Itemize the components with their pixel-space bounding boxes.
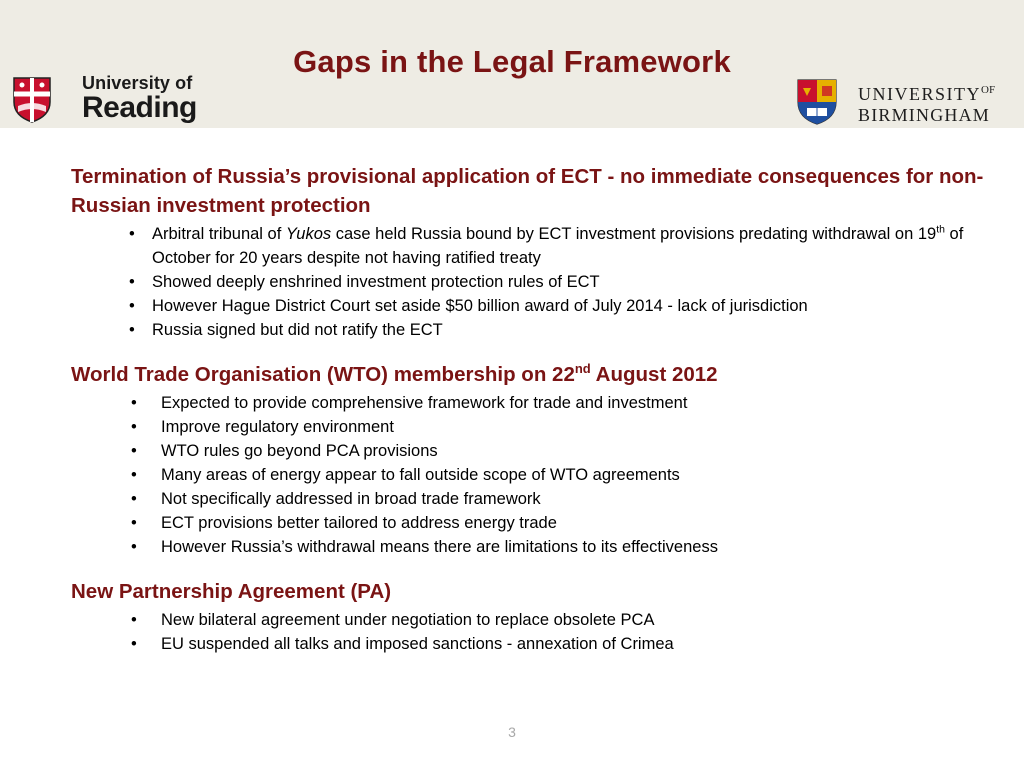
list-item: • Many areas of energy appear to fall outside scope of WTO agreements xyxy=(71,463,1011,487)
bullet-glyph: • xyxy=(129,225,135,243)
university-of-reading-logo xyxy=(12,74,202,126)
birmingham-logo-of: OF xyxy=(981,84,996,96)
list-item: • Showed deeply enshrined investment protection rules of ECT xyxy=(71,270,1011,294)
list-item: • Russia signed but did not ratify the ECT xyxy=(71,318,1011,342)
list-item: • Arbitral tribunal of Yukos case held Russia bound by ECT investment provisions predating withdrawal on 19th of October for 20 years despite not having ratified treaty xyxy=(129,223,964,267)
bullet-glyph: • xyxy=(131,538,137,556)
bullet-glyph: • xyxy=(131,490,137,508)
list-item: • EU suspended all talks and imposed sanctions - annexation of Crimea xyxy=(71,632,1011,656)
bullet-glyph: • xyxy=(131,442,137,460)
list-item: • Expected to provide comprehensive framework for trade and investment xyxy=(71,391,1011,415)
bullet-glyph: • xyxy=(129,273,135,291)
bullet-glyph: • xyxy=(131,635,137,653)
section-heading-ect: Termination of Russia’s provisional application of ECT - no immediate consequences for non-Russian investment protection xyxy=(71,165,984,217)
list-item: • WTO rules go beyond PCA provisions xyxy=(71,439,1011,463)
list-item: • New bilateral agreement under negotiation to replace obsolete PCA xyxy=(71,608,1011,632)
bullet-glyph: • xyxy=(131,611,137,629)
bullet-list-ect xyxy=(71,222,1011,342)
university-of-birmingham-logo xyxy=(796,78,1012,128)
reading-shield-icon xyxy=(12,76,52,124)
birmingham-logo-line1 xyxy=(858,80,995,104)
reading-logo-line2: Reading xyxy=(82,91,197,124)
bullet-glyph: • xyxy=(131,418,137,436)
section-heading-wto: World Trade Organisation (WTO) membership on 22nd August 2012 xyxy=(71,361,718,386)
birmingham-logo-word: UNIVERSITY xyxy=(858,84,981,104)
reading-logo-line1: University of xyxy=(82,73,193,93)
slide-content xyxy=(71,162,1011,656)
list-item: • Improve regulatory environment xyxy=(71,415,1011,439)
list-item: • However Russia’s withdrawal means there are limitations to its effectiveness xyxy=(71,535,1011,559)
bullet-list-pa xyxy=(71,608,1011,656)
list-item: • Not specifically addressed in broad trade framework xyxy=(71,487,1011,511)
bullet-glyph: • xyxy=(129,297,135,315)
bullet-glyph: • xyxy=(131,466,137,484)
bullet-glyph: • xyxy=(131,394,137,412)
list-item: • ECT provisions better tailored to address energy trade xyxy=(71,511,1011,535)
birmingham-logo-line2: BIRMINGHAM xyxy=(858,105,991,125)
slide-number: 3 xyxy=(508,724,516,740)
bullet-list-wto xyxy=(71,391,1011,559)
bullet-glyph: • xyxy=(131,514,137,532)
section-heading-pa: New Partnership Agreement (PA) xyxy=(71,580,392,603)
birmingham-crest-icon xyxy=(796,78,838,126)
slide-title: Gaps in the Legal Framework xyxy=(293,44,731,79)
list-item: • However Hague District Court set aside $50 billion award of July 2014 - lack of jurisdiction xyxy=(71,294,1011,318)
bullet-glyph: • xyxy=(129,321,135,339)
